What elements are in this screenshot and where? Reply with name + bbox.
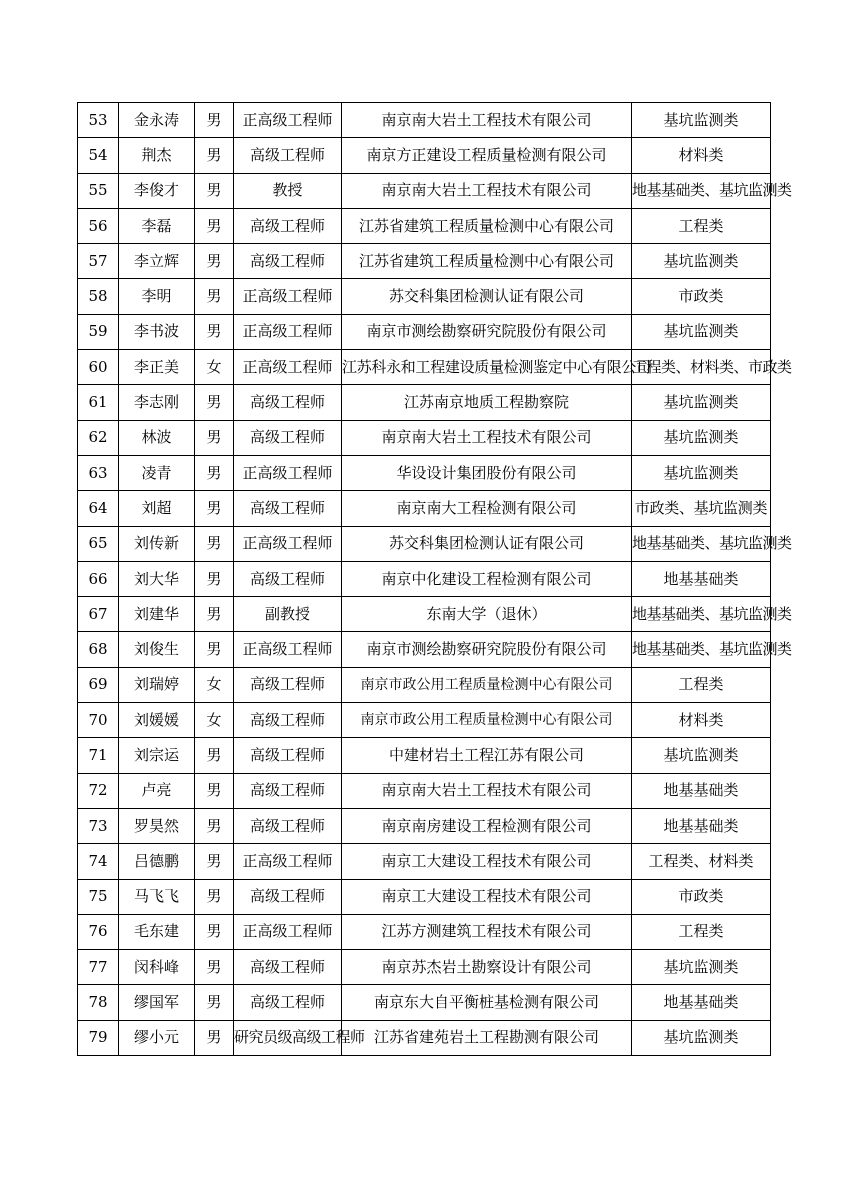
person-name-cell: 李立辉 [119,244,195,279]
professional-title-cell: 正高级工程师 [234,279,342,314]
specialty-category-cell: 工程类、材料类、市政类 [632,350,771,385]
professional-title-cell: 高级工程师 [234,703,342,738]
table-row [78,667,771,702]
roster-body [78,103,792,1056]
row-number-cell: 58 [78,279,119,314]
organization-cell: 南京方正建设工程质量检测有限公司 [342,138,632,173]
specialty-category-cell: 基坑监测类 [632,244,771,279]
row-number-cell: 67 [78,597,119,632]
person-name-cell: 林波 [119,420,195,455]
specialty-category-cell: 地基基础类 [632,773,771,808]
person-name-cell: 缪国军 [119,985,195,1020]
gender-cell: 男 [195,244,234,279]
person-name-cell: 刘超 [119,491,195,526]
organization-cell: 南京南大岩土工程技术有限公司 [342,173,632,208]
person-name-cell: 缪小元 [119,1020,195,1055]
professional-title-cell: 高级工程师 [234,491,342,526]
professional-title-cell: 高级工程师 [234,738,342,773]
professional-title-cell: 正高级工程师 [234,455,342,490]
professional-title-cell: 高级工程师 [234,667,342,702]
professional-title-cell: 研究员级高级工程师 [234,1020,342,1055]
person-name-cell: 毛东建 [119,914,195,949]
professional-title-cell: 高级工程师 [234,950,342,985]
table-row [78,1020,771,1055]
row-number-cell: 73 [78,808,119,843]
row-number-cell: 64 [78,491,119,526]
gender-cell: 男 [195,455,234,490]
specialty-category-cell: 材料类 [632,138,771,173]
table-row [78,738,771,773]
gender-cell: 男 [195,279,234,314]
gender-cell: 女 [195,703,234,738]
row-number-cell: 54 [78,138,119,173]
organization-cell: 南京南大工程检测有限公司 [342,491,632,526]
professional-title-cell: 高级工程师 [234,208,342,243]
gender-cell: 男 [195,103,234,138]
specialty-category-cell: 地基基础类、基坑监测类 [632,173,771,208]
table-row [78,385,771,420]
table-row [78,455,771,490]
specialty-category-cell: 基坑监测类 [632,738,771,773]
specialty-category-cell: 工程类 [632,667,771,702]
professional-title-cell: 正高级工程师 [234,632,342,667]
organization-cell: 江苏南京地质工程勘察院 [342,385,632,420]
person-name-cell: 李志刚 [119,385,195,420]
row-number-cell: 70 [78,703,119,738]
specialty-category-cell: 地基基础类、基坑监测类 [632,597,771,632]
organization-cell: 江苏省建苑岩土工程勘测有限公司 [342,1020,632,1055]
professional-title-cell: 高级工程师 [234,808,342,843]
row-number-cell: 69 [78,667,119,702]
gender-cell: 男 [195,561,234,596]
person-name-cell: 李明 [119,279,195,314]
specialty-category-cell: 市政类 [632,279,771,314]
row-number-cell: 79 [78,1020,119,1055]
table-row [78,173,771,208]
gender-cell: 男 [195,138,234,173]
person-name-cell: 刘传新 [119,526,195,561]
gender-cell: 男 [195,597,234,632]
table-row [78,844,771,879]
table-row [78,561,771,596]
person-name-cell: 卢亮 [119,773,195,808]
row-number-cell: 62 [78,420,119,455]
organization-cell: 南京南大岩土工程技术有限公司 [342,420,632,455]
row-number-cell: 59 [78,314,119,349]
professional-title-cell: 副教授 [234,597,342,632]
gender-cell: 女 [195,667,234,702]
table-row [78,244,771,279]
professional-title-cell: 高级工程师 [234,244,342,279]
organization-cell: 南京中化建设工程检测有限公司 [342,561,632,596]
organization-cell: 江苏方测建筑工程技术有限公司 [342,914,632,949]
professional-title-cell: 正高级工程师 [234,314,342,349]
organization-cell: 南京市政公用工程质量检测中心有限公司 [342,703,632,738]
person-name-cell: 罗昊然 [119,808,195,843]
person-name-cell: 李书波 [119,314,195,349]
row-number-cell: 63 [78,455,119,490]
table-row [78,138,771,173]
professional-title-cell: 高级工程师 [234,138,342,173]
organization-cell: 南京工大建设工程技术有限公司 [342,879,632,914]
professional-title-cell: 高级工程师 [234,420,342,455]
person-name-cell: 金永涛 [119,103,195,138]
organization-cell: 苏交科集团检测认证有限公司 [342,279,632,314]
organization-cell: 南京南大岩土工程技术有限公司 [342,773,632,808]
row-number-cell: 57 [78,244,119,279]
gender-cell: 男 [195,208,234,243]
expert-roster-table [77,102,792,1056]
professional-title-cell: 高级工程师 [234,773,342,808]
specialty-category-cell: 市政类、基坑监测类 [632,491,771,526]
gender-cell: 男 [195,632,234,667]
row-number-cell: 76 [78,914,119,949]
organization-cell: 东南大学（退休） [342,597,632,632]
specialty-category-cell: 基坑监测类 [632,385,771,420]
gender-cell: 男 [195,526,234,561]
gender-cell: 男 [195,985,234,1020]
table-row [78,103,771,138]
row-number-cell: 75 [78,879,119,914]
professional-title-cell: 高级工程师 [234,385,342,420]
organization-cell: 南京工大建设工程技术有限公司 [342,844,632,879]
organization-cell: 南京市测绘勘察研究院股份有限公司 [342,314,632,349]
specialty-category-cell: 基坑监测类 [632,1020,771,1055]
professional-title-cell: 正高级工程师 [234,350,342,385]
professional-title-cell: 高级工程师 [234,561,342,596]
gender-cell: 男 [195,773,234,808]
row-number-cell: 77 [78,950,119,985]
table-row [78,208,771,243]
person-name-cell: 刘建华 [119,597,195,632]
organization-cell: 华设设计集团股份有限公司 [342,455,632,490]
row-number-cell: 68 [78,632,119,667]
row-number-cell: 61 [78,385,119,420]
specialty-category-cell: 市政类 [632,879,771,914]
specialty-category-cell: 基坑监测类 [632,455,771,490]
specialty-category-cell: 材料类 [632,703,771,738]
person-name-cell: 闵科峰 [119,950,195,985]
organization-cell: 苏交科集团检测认证有限公司 [342,526,632,561]
table-row [78,420,771,455]
gender-cell: 男 [195,808,234,843]
gender-cell: 男 [195,385,234,420]
row-number-cell: 71 [78,738,119,773]
specialty-category-cell: 工程类 [632,914,771,949]
table-row [78,597,771,632]
specialty-category-cell: 工程类、材料类 [632,844,771,879]
specialty-category-cell: 地基基础类 [632,808,771,843]
specialty-category-cell: 基坑监测类 [632,950,771,985]
person-name-cell: 李磊 [119,208,195,243]
organization-cell: 江苏科永和工程建设质量检测鉴定中心有限公司 [342,350,632,385]
organization-cell: 南京苏杰岩土勘察设计有限公司 [342,950,632,985]
person-name-cell: 刘俊生 [119,632,195,667]
table-row [78,985,771,1020]
professional-title-cell: 高级工程师 [234,985,342,1020]
table-row [78,279,771,314]
row-number-cell: 72 [78,773,119,808]
table-row [78,950,771,985]
person-name-cell: 李俊才 [119,173,195,208]
organization-cell: 南京南房建设工程检测有限公司 [342,808,632,843]
organization-cell: 江苏省建筑工程质量检测中心有限公司 [342,208,632,243]
table-row [78,914,771,949]
professional-title-cell: 正高级工程师 [234,914,342,949]
row-number-cell: 66 [78,561,119,596]
person-name-cell: 李正美 [119,350,195,385]
specialty-category-cell: 基坑监测类 [632,420,771,455]
gender-cell: 男 [195,879,234,914]
gender-cell: 男 [195,914,234,949]
row-number-cell: 65 [78,526,119,561]
gender-cell: 男 [195,1020,234,1055]
gender-cell: 男 [195,491,234,526]
person-name-cell: 刘大华 [119,561,195,596]
organization-cell: 中建材岩土工程江苏有限公司 [342,738,632,773]
person-name-cell: 凌青 [119,455,195,490]
table-row [78,773,771,808]
professional-title-cell: 教授 [234,173,342,208]
person-name-cell: 吕德鹏 [119,844,195,879]
row-number-cell: 78 [78,985,119,1020]
specialty-category-cell: 地基基础类 [632,561,771,596]
gender-cell: 女 [195,350,234,385]
professional-title-cell: 正高级工程师 [234,526,342,561]
table-row [78,491,771,526]
specialty-category-cell: 地基基础类、基坑监测类 [632,632,771,667]
organization-cell: 江苏省建筑工程质量检测中心有限公司 [342,244,632,279]
specialty-category-cell: 地基基础类 [632,985,771,1020]
person-name-cell: 刘瑞婷 [119,667,195,702]
table-row [78,703,771,738]
organization-cell: 南京市测绘勘察研究院股份有限公司 [342,632,632,667]
gender-cell: 男 [195,173,234,208]
table-row [78,879,771,914]
specialty-category-cell: 基坑监测类 [632,103,771,138]
person-name-cell: 刘宗运 [119,738,195,773]
gender-cell: 男 [195,314,234,349]
person-name-cell: 刘媛媛 [119,703,195,738]
person-name-cell: 荆杰 [119,138,195,173]
specialty-category-cell: 地基基础类、基坑监测类 [632,526,771,561]
table-row [78,314,771,349]
professional-title-cell: 高级工程师 [234,879,342,914]
table-row [78,808,771,843]
person-name-cell: 马飞飞 [119,879,195,914]
table-row [78,350,771,385]
row-number-cell: 74 [78,844,119,879]
table-row [78,526,771,561]
gender-cell: 男 [195,420,234,455]
organization-cell: 南京市政公用工程质量检测中心有限公司 [342,667,632,702]
organization-cell: 南京南大岩土工程技术有限公司 [342,103,632,138]
gender-cell: 男 [195,738,234,773]
row-number-cell: 53 [78,103,119,138]
gender-cell: 男 [195,844,234,879]
specialty-category-cell: 工程类 [632,208,771,243]
professional-title-cell: 正高级工程师 [234,844,342,879]
professional-title-cell: 正高级工程师 [234,103,342,138]
row-number-cell: 55 [78,173,119,208]
gender-cell: 男 [195,950,234,985]
specialty-category-cell: 基坑监测类 [632,314,771,349]
organization-cell: 南京东大自平衡桩基检测有限公司 [342,985,632,1020]
row-number-cell: 56 [78,208,119,243]
row-number-cell: 60 [78,350,119,385]
table-row [78,632,771,667]
